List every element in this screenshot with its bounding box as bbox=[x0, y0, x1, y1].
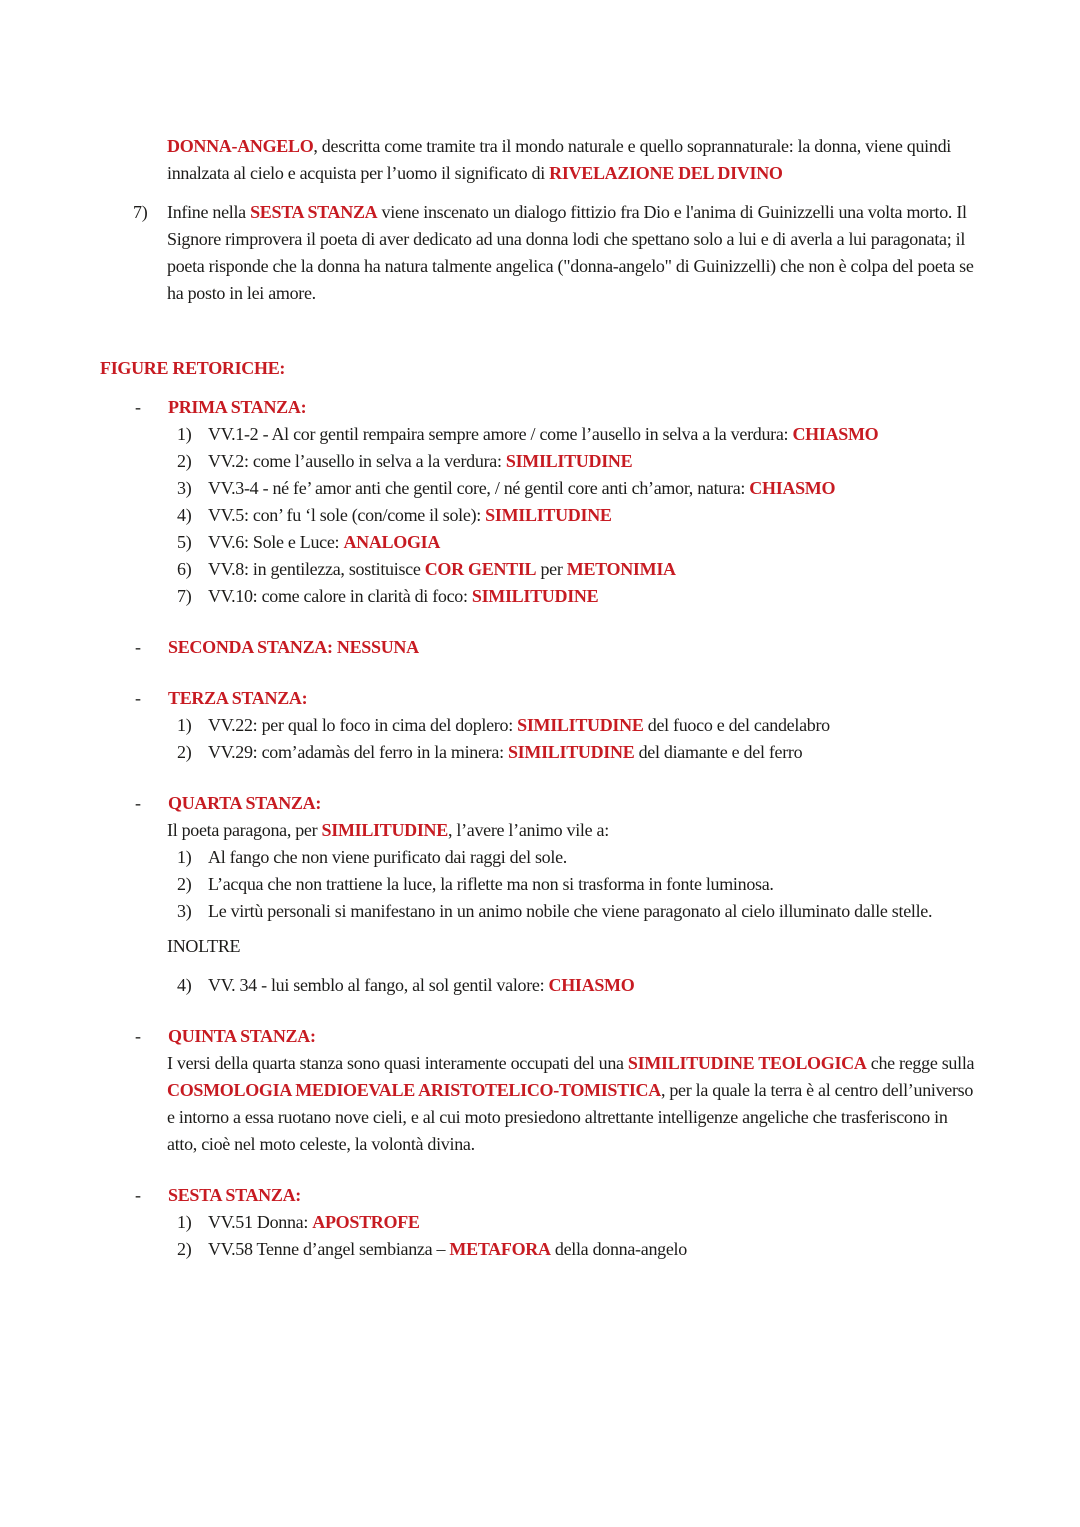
highlight-term: CHIASMO bbox=[548, 975, 635, 995]
list-item bbox=[100, 529, 980, 556]
list-marker: 1) bbox=[177, 847, 192, 867]
bullet-dash: - bbox=[135, 1185, 141, 1205]
text-run: della donna-angelo bbox=[550, 1239, 687, 1259]
highlight-term: METAFORA bbox=[449, 1239, 551, 1259]
list-item-text bbox=[208, 421, 980, 448]
text-run: che regge sulla bbox=[866, 1053, 975, 1073]
numbered-item-7 bbox=[100, 199, 980, 307]
text-run: VV.3-4 - né fe’ amor anti che gentil core, / né gentil core anti ch’amor, natura: bbox=[208, 478, 750, 498]
text-run: Le virtù personali si manifestano in un animo nobile che viene paragonato al cielo illuminato dalle stelle. bbox=[208, 901, 933, 921]
text-run: , l’avere l’animo vile a: bbox=[447, 820, 609, 840]
list-item-text bbox=[208, 502, 980, 529]
section-title-seconda-stanza: SECONDA STANZA: NESSUNA bbox=[168, 637, 419, 657]
highlight-term: COSMOLOGIA MEDIOEVALE ARISTOTELICO-TOMISTICA bbox=[167, 1080, 661, 1100]
text-run: VV.58 Tenne d’angel sembianza – bbox=[208, 1239, 450, 1259]
bullet-dash: - bbox=[135, 397, 141, 417]
list-item bbox=[100, 871, 980, 898]
list-item-text bbox=[208, 583, 980, 610]
text-run: VV.22: per qual lo foco in cima del doplero: bbox=[208, 715, 518, 735]
document-body bbox=[100, 0, 980, 1263]
section-bullet-row bbox=[100, 790, 980, 817]
highlight-term: SIMILITUDINE bbox=[507, 742, 635, 762]
section-title-quarta-stanza: QUARTA STANZA: bbox=[168, 793, 322, 813]
highlight-term: SIMILITUDINE TEOLOGICA bbox=[627, 1053, 867, 1073]
text-run: VV.1-2 - Al cor gentil rempaira sempre amore / come l’ausello in selva a la verdura: bbox=[208, 424, 793, 444]
list-item bbox=[100, 972, 980, 999]
list-item-text bbox=[208, 475, 980, 502]
section-title-quinta-stanza: QUINTA STANZA: bbox=[168, 1026, 316, 1046]
list-item bbox=[100, 556, 980, 583]
paragraph-text bbox=[167, 817, 980, 844]
text-run: viene inscenato un dialogo fittizio fra Dio e l'anima di Guinizzelli una volta morto. Il Signore rimprovera il poeta di aver dedicato ad una donna lodi che spettano solo a lui e di averla a lui paragonata; il poeta risponde che la donna ha natura talmente angelica ("donna-angelo" di Guinizzelli) che non è colpa del poeta se ha posto in lei amore. bbox=[167, 202, 974, 303]
highlight-term: METONIMIA bbox=[566, 559, 676, 579]
bullet-dash: - bbox=[135, 1026, 141, 1046]
highlight-term: SIMILITUDINE bbox=[321, 820, 448, 840]
section-bullet-row bbox=[100, 1182, 980, 1209]
list-item-text bbox=[208, 448, 980, 475]
list-marker: 2) bbox=[177, 874, 192, 894]
list-item-text bbox=[208, 739, 980, 766]
text-run: , per la quale la terra è al centro dell’universo e intorno a essa ruotano nove cieli, e al cui moto presiedono altrettante intelligenze angeliche che trasferiscono in atto, cioè nel moto celeste, la volontà divina. bbox=[167, 1080, 974, 1154]
text-run: Infine nella bbox=[167, 202, 251, 222]
list-marker: 4) bbox=[177, 505, 192, 525]
section-quarta-stanza bbox=[100, 790, 980, 999]
list-marker: 6) bbox=[177, 559, 192, 579]
list-item bbox=[100, 448, 980, 475]
list-item-text bbox=[208, 529, 980, 556]
text-run: VV.6: Sole e Luce: bbox=[208, 532, 344, 552]
highlight-term: SIMILITUDINE bbox=[517, 715, 644, 735]
list-marker: 7) bbox=[177, 586, 192, 606]
section-terza-stanza bbox=[100, 685, 980, 766]
bullet-dash: - bbox=[135, 793, 141, 813]
section-title-sesta-stanza: SESTA STANZA: bbox=[168, 1185, 301, 1205]
list-item bbox=[100, 844, 980, 871]
highlight-term: DONNA-ANGELO bbox=[167, 136, 314, 156]
list-item bbox=[100, 712, 980, 739]
text-run: VV.51 Donna: bbox=[208, 1212, 313, 1232]
list-item bbox=[100, 739, 980, 766]
paragraph-donna-angelo bbox=[100, 133, 980, 187]
paragraph-text bbox=[167, 133, 980, 187]
highlight-term: ANALOGIA bbox=[343, 532, 441, 552]
text-run: del fuoco e del candelabro bbox=[643, 715, 830, 735]
list-item bbox=[100, 1236, 980, 1263]
text-run: Al fango che non viene purificato dai raggi del sole. bbox=[208, 847, 567, 867]
list-marker: 1) bbox=[177, 424, 192, 444]
highlight-term: SIMILITUDINE bbox=[485, 505, 612, 525]
section-intro-paragraph bbox=[100, 817, 980, 844]
section-paragraph bbox=[100, 1050, 980, 1158]
section-quinta-stanza bbox=[100, 1023, 980, 1158]
section-sesta-stanza bbox=[100, 1182, 980, 1263]
section-seconda-stanza bbox=[100, 634, 980, 661]
text-run: Il poeta paragona, per bbox=[167, 820, 322, 840]
highlight-term: SIMILITUDINE bbox=[471, 586, 599, 606]
list-item-text bbox=[208, 844, 980, 871]
highlight-term: CHIASMO bbox=[749, 478, 836, 498]
highlight-term: SESTA STANZA bbox=[250, 202, 378, 222]
section-bullet-row bbox=[100, 394, 980, 421]
list-marker: 4) bbox=[177, 975, 192, 995]
section-bullet-row bbox=[100, 634, 980, 661]
list-item bbox=[100, 475, 980, 502]
list-item-text bbox=[208, 898, 980, 925]
list-marker: 1) bbox=[177, 715, 192, 735]
text-run: , descritta come tramite tra il mondo naturale e quello soprannaturale: la donna, viene quindi innalzata al cielo e acquista per l’uomo il significato di bbox=[167, 136, 951, 183]
list-marker: 3) bbox=[177, 478, 192, 498]
list-marker: 2) bbox=[177, 1239, 192, 1259]
list-item bbox=[100, 502, 980, 529]
section-title-prima-stanza: PRIMA STANZA: bbox=[168, 397, 307, 417]
text-run: per bbox=[536, 559, 567, 579]
text-run: VV.10: come calore in clarità di foco: bbox=[208, 586, 472, 606]
list-item-text bbox=[208, 556, 980, 583]
note-text: INOLTRE bbox=[167, 936, 241, 956]
list-item bbox=[100, 1209, 980, 1236]
text-run: I versi della quarta stanza sono quasi interamente occupati del una bbox=[167, 1053, 628, 1073]
paragraph-text bbox=[167, 1050, 980, 1158]
list-marker: 5) bbox=[177, 532, 192, 552]
text-run: VV. 34 - lui semblo al fango, al sol gentil valore: bbox=[208, 975, 549, 995]
text-run: L’acqua che non trattiene la luce, la riflette ma non si trasforma in fonte luminosa. bbox=[208, 874, 774, 894]
heading-figure-retoriche: FIGURE RETORICHE: bbox=[100, 358, 286, 378]
list-marker: 2) bbox=[177, 742, 192, 762]
list-item bbox=[100, 898, 980, 925]
list-item-text bbox=[208, 1236, 980, 1263]
text-run: VV.2: come l’ausello in selva a la verdura: bbox=[208, 451, 506, 471]
text-run: del diamante e del ferro bbox=[634, 742, 803, 762]
section-title-terza-stanza: TERZA STANZA: bbox=[168, 688, 308, 708]
list-item bbox=[100, 583, 980, 610]
highlight-term: APOSTROFE bbox=[312, 1212, 420, 1232]
list-item-text bbox=[208, 972, 980, 999]
list-item bbox=[100, 421, 980, 448]
highlight-term: RIVELAZIONE DEL DIVINO bbox=[549, 163, 783, 183]
highlight-term: CHIASMO bbox=[792, 424, 879, 444]
text-run: VV.5: con’ fu ‘l sole (con/come il sole): bbox=[208, 505, 486, 525]
text-run: VV.29: com’adamàs del ferro in la minera: bbox=[208, 742, 508, 762]
highlight-term: COR GENTIL bbox=[424, 559, 537, 579]
text-run: VV.8: in gentilezza, sostituisce bbox=[208, 559, 425, 579]
item-text bbox=[167, 199, 980, 307]
highlight-term: SIMILITUDINE bbox=[505, 451, 633, 471]
list-item-text bbox=[208, 712, 980, 739]
list-item-text bbox=[208, 871, 980, 898]
section-bullet-row bbox=[100, 685, 980, 712]
list-marker: 7) bbox=[133, 202, 148, 222]
note-inoltre bbox=[100, 933, 980, 960]
list-marker: 2) bbox=[177, 451, 192, 471]
bullet-dash: - bbox=[135, 637, 141, 657]
list-marker: 1) bbox=[177, 1212, 192, 1232]
section-prima-stanza bbox=[100, 394, 980, 610]
list-marker: 3) bbox=[177, 901, 192, 921]
list-item-text bbox=[208, 1209, 980, 1236]
bullet-dash: - bbox=[135, 688, 141, 708]
section-bullet-row bbox=[100, 1023, 980, 1050]
